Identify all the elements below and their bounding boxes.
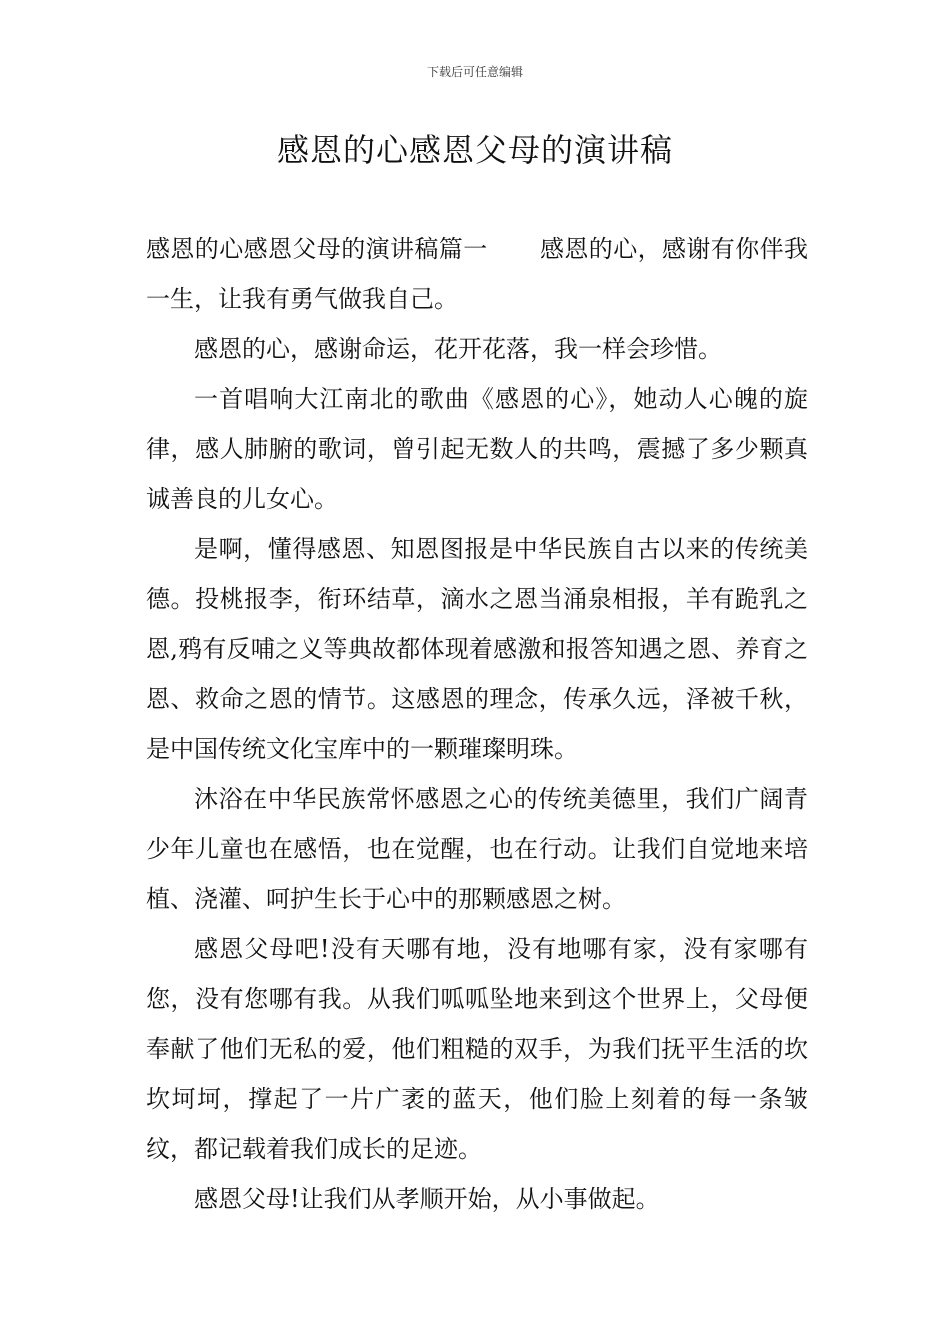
paragraph: 一首唱响大江南北的歌曲《感恩的心》，她动人心魄的旋律，感人肺腑的歌词，曾引起无数人的共鸣，震撼了多少颗真诚善良的儿女心。 <box>146 385 808 513</box>
paragraph: 沐浴在中华民族常怀感恩之心的传统美德里，我们广阔青少年儿童也在感悟，也在觉醒，也在行动。让我们自觉地来培植、浇灌、呵护生长于心中的那颗感恩之树。 <box>146 785 808 913</box>
paragraph: 感恩父母!让我们从孝顺开始，从小事做起。 <box>194 1185 660 1213</box>
paragraph: 感恩的心，感谢命运，花开花落，我一样会珍惜。 <box>194 335 722 363</box>
intro-text: 感恩的心，感谢有你伴我一生，让我有勇气做我自己。 <box>146 235 809 313</box>
paragraph: 感恩父母吧!没有天哪有地，没有地哪有家，没有家哪有您，没有您哪有我。从我们呱呱坠地来到这个世界上，父母便奉献了他们无私的爱，他们粗糙的双手，为我们抚平生活的坎坎坷坷，撑起了一片广袤的蓝天，他们脸上刻着的每一条皱纹，都记载着我们成长的足迹。 <box>146 935 808 1163</box>
header-note: 下载后可任意编辑 <box>426 65 523 79</box>
paragraph: 是啊，懂得感恩、知恩图报是中华民族自古以来的传统美德。投桃报李，衔环结草，滴水之恩当涌泉相报，羊有跪乳之恩,鸦有反哺之义等典故都体现着感激和报答知遇之恩、养育之恩、救命之恩的情节。这感恩的理念，传承久远，泽被千秋，是中国传统文化宝库中的一颗璀璨明珠。 <box>146 535 808 763</box>
intro-paragraph <box>146 224 808 324</box>
document-title: 感恩的心感恩父母的演讲稿 <box>276 131 673 169</box>
document-body <box>146 224 808 1224</box>
intro-heading: 感恩的心感恩父母的演讲稿篇一 <box>146 235 488 263</box>
